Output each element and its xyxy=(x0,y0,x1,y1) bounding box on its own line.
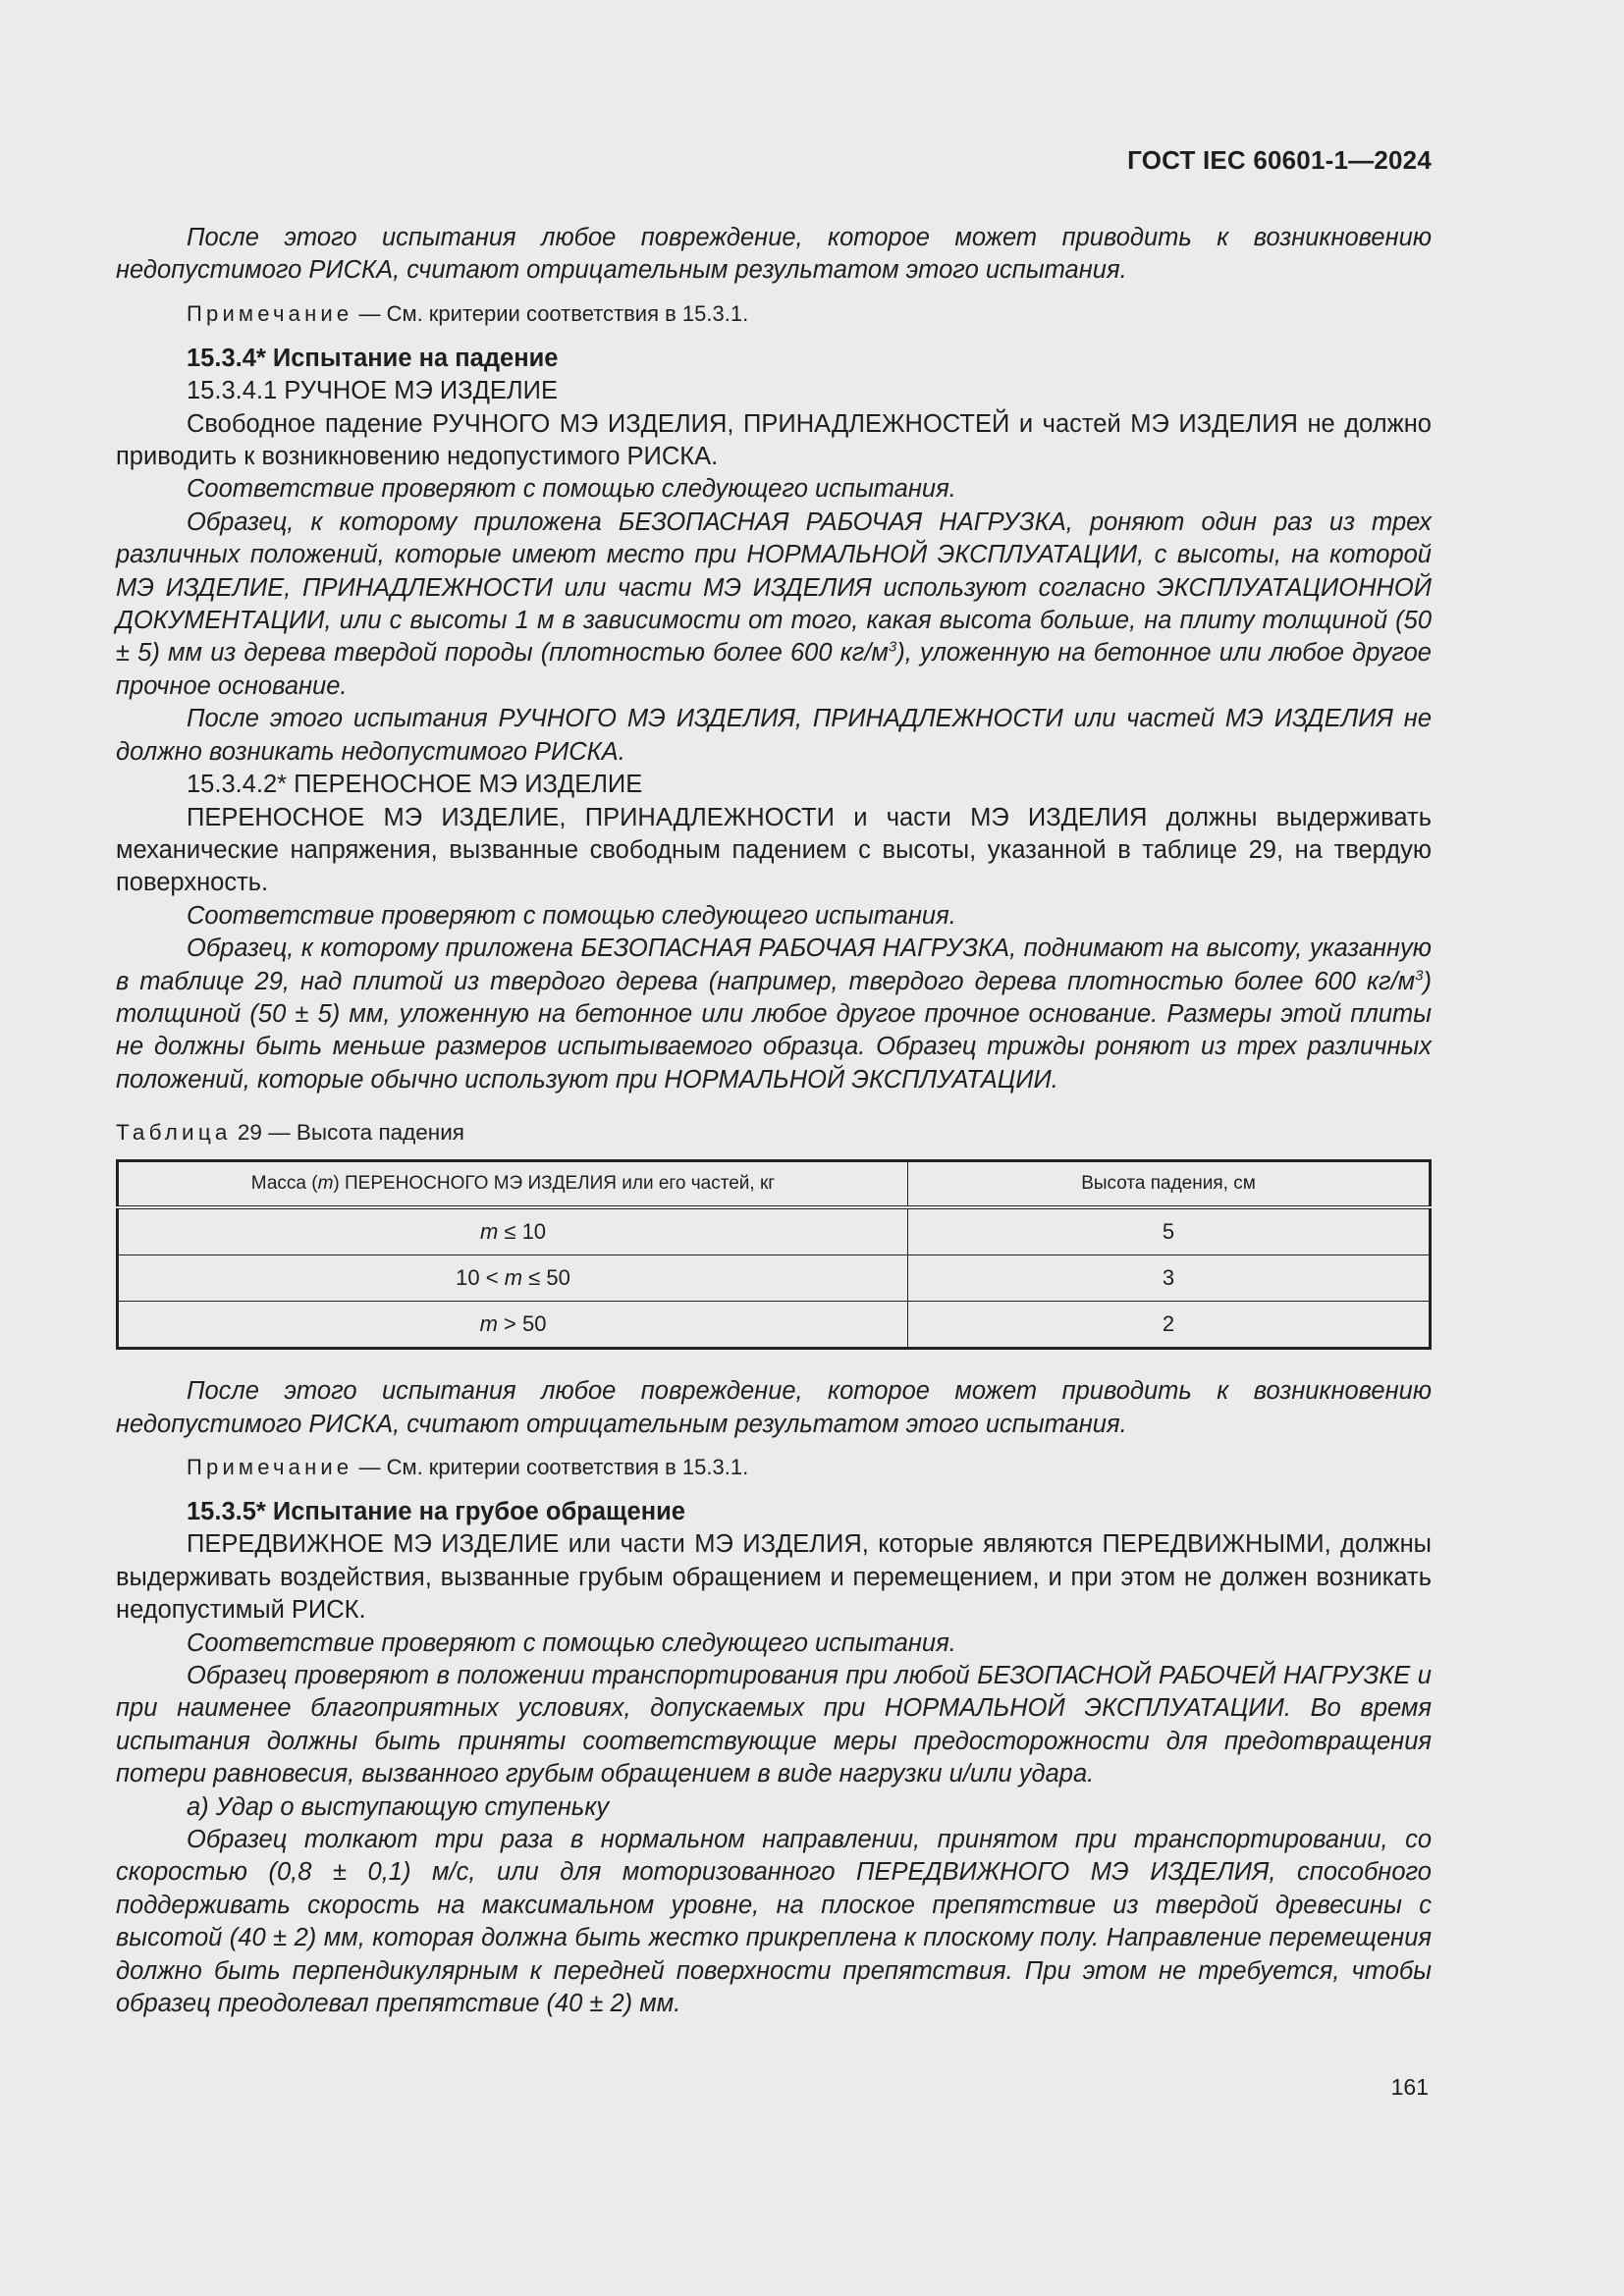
table-caption-text: 29 — Высота падения xyxy=(237,1120,464,1146)
paragraph-compliance: Соответствие проверяют с помощью следующего испытания. xyxy=(187,475,956,504)
table-row xyxy=(118,1207,1431,1255)
subsection-heading-15-3-4-2: 15.3.4.2* ПЕРЕНОСНОЕ МЭ ИЗДЕЛИЕ xyxy=(187,771,643,799)
mass-cell xyxy=(118,1302,908,1349)
height-cell: 2 xyxy=(908,1302,1431,1349)
column-header-mass xyxy=(118,1161,908,1208)
paragraph: ПЕРЕДВИЖНОЕ МЭ ИЗДЕЛИЕ или части МЭ ИЗДЕЛИЯ, которые являются ПЕРЕДВИЖНЫМИ, должны выдерживать воздействия, вызванные грубым обращением и перемещением, и при этом не должен возникать недопустимый РИСК. xyxy=(116,1530,1432,1625)
page-content xyxy=(116,222,1432,2020)
cell-text: > 50 xyxy=(497,1311,547,1337)
height-cell: 5 xyxy=(908,1207,1431,1255)
variable-m: m xyxy=(504,1265,523,1291)
variable-m: m xyxy=(479,1219,499,1245)
paragraph-test-procedure: Образец проверяют в положении транспортирования при любой БЕЗОПАСНОЙ РАБОЧЕЙ НАГРУЗКЕ и при наименее благоприятных условиях, допускаемых при НОРМАЛЬНОЙ ЭКСПЛУАТАЦИИ. Во время испытания должны быть приняты соответствующие меры предосторожности для предотвращения потери равновесия, вызванного грубым обращением в виде нагрузки и/или удара. xyxy=(116,1662,1432,1789)
list-item-a: а) Удар о выступающую ступеньку xyxy=(187,1792,610,1821)
paragraph: После этого испытания РУЧНОГО МЭ ИЗДЕЛИЯ, ПРИНАДЛЕЖНОСТИ или частей МЭ ИЗДЕЛИЯ не должно возникать недопустимого РИСКА. xyxy=(116,705,1432,766)
mass-cell xyxy=(118,1207,908,1255)
paragraph-compliance: Соответствие проверяют с помощью следующего испытания. xyxy=(187,901,956,930)
note xyxy=(116,1451,1432,1483)
paragraph: ПЕРЕНОСНОЕ МЭ ИЗДЕЛИЕ, ПРИНАДЛЕЖНОСТИ и части МЭ ИЗДЕЛИЯ должны выдерживать механические напряжения, вызванные свободным падением с высоты, указанной в таблице 29, на твердую поверхность. xyxy=(116,803,1432,897)
variable-m: m xyxy=(479,1311,498,1337)
text-part: Образец, к которому приложена БЕЗОПАСНАЯ РАБОЧАЯ НАГРУЗКА, поднимают на высоту, указанную в таблице 29, над плитой из твердого дерева (например, твердого дерева плотностью более 600 кг/м xyxy=(116,934,1432,995)
section-heading-15-3-5: 15.3.5* Испытание на грубое обращение xyxy=(187,1497,685,1525)
height-cell: 3 xyxy=(908,1255,1431,1302)
text-part: ), уложенную на бетонное или любое другое прочное основание. xyxy=(116,639,1432,700)
cell-text: ≤ 10 xyxy=(498,1219,547,1245)
text-part: Образец, к которому приложена БЕЗОПАСНАЯ РАБОЧАЯ НАГРУЗКА, роняют один раз из трех различных положений, которые имеют место при НОРМАЛЬНОЙ ЭКСПЛУАТАЦИИ, с высоты, на которой МЭ ИЗДЕЛИЕ, ПРИНАДЛЕЖНОСТИ или части МЭ ИЗДЕЛИЯ используют согласно ЭКСПЛУАТАЦИОННОЙ ДОКУМЕНТАЦИИ, или с высоты 1 м в зависимости от того, какая высота больше, на плиту толщиной (50 ± 5) мм из дерева твердой породы (плотностью более 600 кг/м xyxy=(116,507,1432,667)
note-text: — См. критерии соответствия в 15.3.1. xyxy=(352,1454,749,1479)
drop-height-table xyxy=(116,1159,1432,1350)
table-row xyxy=(118,1302,1431,1349)
table-header-row xyxy=(118,1161,1431,1208)
table-caption xyxy=(116,1118,1432,1148)
variable-m: m xyxy=(317,1173,334,1195)
note xyxy=(116,297,1432,330)
document-code-header: ГОСТ IEC 60601-1—2024 xyxy=(1127,145,1432,175)
paragraph-risk-result: После этого испытания любое повреждение, которое может приводить к возникновению недопустимого РИСКА, считают отрицательным результатом этого испытания. xyxy=(116,224,1432,285)
table-caption-label: Таблица xyxy=(116,1120,232,1146)
paragraph-compliance: Соответствие проверяют с помощью следующего испытания. xyxy=(187,1629,956,1657)
page-number: 161 xyxy=(1390,2074,1429,2100)
section-heading-15-3-4: 15.3.4* Испытание на падение xyxy=(187,344,559,372)
text-part: ) толщиной (50 ± 5) мм, уложенную на бетонное или любое другое прочное основание. Размеры этой плиты не должны быть меньше размеров испытываемого образца. Образец трижды роняют из трех различных положений, которые обычно используют при НОРМАЛЬНОЙ ЭКСПЛУАТАЦИИ. xyxy=(116,967,1432,1094)
superscript: 3 xyxy=(1415,967,1424,985)
paragraph-test-procedure xyxy=(116,507,1432,703)
paragraph: Свободное падение РУЧНОГО МЭ ИЗДЕЛИЯ, ПРИНАДЛЕЖНОСТЕЙ и частей МЭ ИЗДЕЛИЯ не должно приводить к возникновению недопустимого РИСКА. xyxy=(116,409,1432,471)
paragraph-risk-result: После этого испытания любое повреждение, которое может приводить к возникновению недопустимого РИСКА, считают отрицательным результатом этого испытания. xyxy=(116,1377,1432,1438)
paragraph-step-impact: Образец толкают три раза в нормальном направлении, принятом при транспортировании, со скоростью (0,8 ± 0,1) м/с, или для моторизованного ПЕРЕДВИЖНОГО МЭ ИЗДЕЛИЯ, способного поддерживать скорость на максимальном уровне, на плоское препятствие из твердой древесины с высотой (40 ± 2) мм, которая должна быть жестко прикреплена к плоскому полу. Направление перемещения должно быть перпендикулярным к передней поверхности препятствия. При этом не требуется, чтобы образец преодолевал препятствие (40 ± 2) мм. xyxy=(116,1826,1432,2018)
cell-text: 10 < xyxy=(456,1265,505,1291)
paragraph-test-procedure xyxy=(116,933,1432,1096)
mass-cell xyxy=(118,1255,908,1302)
column-header-drop-height: Высота падения, см xyxy=(908,1161,1431,1208)
note-text: — См. критерии соответствия в 15.3.1. xyxy=(352,300,749,326)
note-label: Примечание xyxy=(187,300,353,326)
table-row xyxy=(118,1255,1431,1302)
subsection-heading-15-3-4-1: 15.3.4.1 РУЧНОЕ МЭ ИЗДЕЛИЕ xyxy=(187,377,558,405)
header-text: Масса ( xyxy=(250,1173,318,1195)
note-label: Примечание xyxy=(187,1454,353,1479)
header-text: ) ПЕРЕНОСНОГО МЭ ИЗДЕЛИЯ или его частей, кг xyxy=(333,1173,776,1195)
superscript: 3 xyxy=(888,638,897,656)
cell-text: ≤ 50 xyxy=(522,1265,570,1291)
